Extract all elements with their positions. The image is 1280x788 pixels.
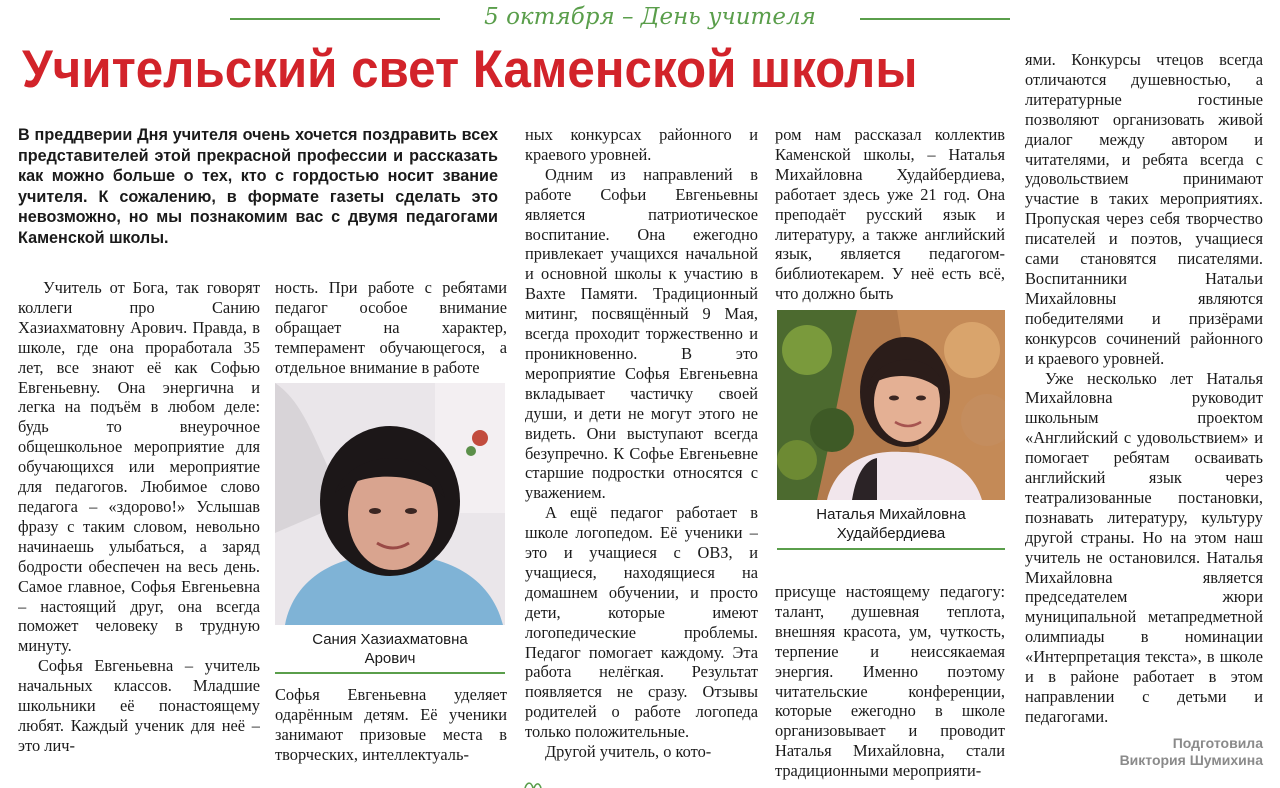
- credit-author: Виктория Шумихина: [1119, 752, 1263, 768]
- photo-caption-arovich: [275, 630, 505, 668]
- author-credit: [1120, 735, 1263, 769]
- paragraph: ных конкурсах районного и краевого уровней.: [525, 125, 758, 164]
- article-column-4-bottom: [775, 582, 1005, 782]
- paragraph: Учитель от Бога, так говорят коллеги про Санию Хазиахматовну Арович. Правда, в школе, где она проработала 35 лет, все знают её как Софью Евгеньевну. Она энергична и легка на подъём в любом деле: будь то внеурочное общешкольное мероприятие для обучающихся или мероприятие для педагогов. Любимое слово педагога – «здорово!» Услышав фразу с таким словом, невольно начинаешь улыбаться, а заряд бодрости обеспечен на весь день. Самое главное, Софья Евгеньевна – настоящий друг, она всегда поможет человеку в трудную минуту.: [18, 278, 260, 656]
- caption-line: Сания Хазиахматовна: [312, 631, 468, 648]
- article-column-2-bottom: [275, 685, 507, 783]
- article-headline: Учительский свет Каменской школы: [22, 40, 918, 99]
- article-column-2-top: [275, 278, 507, 382]
- article-lead: В преддверии Дня учителя очень хочется поздравить всех представителей этой прекрасной профессии и рассказать как можно больше о тех, кто с гордостью носит звание учителя. К сожалению, в формате газеты сделать это невозможно, но мы познакомим вас с двумя педагогами Каменской школы.: [18, 126, 498, 247]
- kicker-rule-right: [860, 18, 1010, 20]
- caption-rule: [275, 672, 505, 674]
- section-kicker: 5 октября – День учителя: [484, 4, 816, 30]
- portrait-photo-icon: [275, 383, 505, 625]
- kicker-rule-left: [230, 18, 440, 20]
- credit-label: Подготовила: [1172, 735, 1263, 751]
- paragraph: ность. При работе с ребятами педагог особое внимание обращает на характер, темперамент обучающегося, а отдельное внимание в работе: [275, 278, 507, 377]
- caption-line: Арович: [364, 650, 416, 667]
- paragraph: Одним из направлений в работе Софьи Евгеньевны является патриотическое воспитание. Она ежегодно привлекает учащихся начальной и основной школы к участию в Вахте Памяти. Традиционный митинг, посвящённый 9 Мая, всегда проходит торжественно и проникновенно. В это мероприятие Софья Евгеньевна вкладывает частичку своей души, и дети не могут этого не видеть. Они выступают всегда безупречно. К Софье Евгеньевне старшие подростки относятся с уважением.: [525, 164, 758, 503]
- caption-line: Наталья Михайловна: [816, 506, 966, 523]
- paragraph: Другой учитель, о кото-: [545, 742, 712, 762]
- paragraph: ями. Конкурсы чтецов всегда отличаются душевностью, а литературные гостиные позволяют организовать живой диалог между автором и читателями, и ребята всегда с удовольствием принимают участие в таких мероприятиях. Пропуская через себя творчество писателей и поэтов, учащиеся сами становятся писателями. Воспитанники Натальи Михайловны являются победителями и призёрами конкурсов сочинений районного и краевого уровней.: [1025, 50, 1263, 368]
- article-column-5: [1025, 50, 1263, 750]
- folio-glyph-icon: [522, 779, 542, 788]
- paragraph: Софья Евгеньевна уделяет одарённым детям. Её ученики занимают призовые места в творческих, интеллектуаль-: [275, 685, 507, 764]
- teacher-photo-arovich: [275, 383, 505, 625]
- article-column-1: [18, 278, 260, 783]
- paragraph: Уже несколько лет Наталья Михайловна руководит школьным проектом «Английский с удовольствием» и помогает ребятам осваивать английский язык через театрализованные постановки, познавать литературу, культуру другой страны. Но на этом наш учитель не остановился. Наталья Михайловна является председателем жюри муниципальной метапредметной олимпиады в номинации «Интерпретация текста», в школе и в районе работает в этом направлении с детьми и педагогами.: [1025, 368, 1263, 726]
- teacher-photo-khudayberdieva: [777, 310, 1005, 500]
- paragraph: присуще настоящему педагогу: талант, душевная теплота, внешняя красота, ум, чуткость, терпение и неиссякаемая энергия. Именно поэтому читательские конференции, которые ежегодно в школе организовывает и проводит Наталья Михайловна, стали традиционными мероприяти-: [775, 582, 1005, 781]
- caption-line: Худайбердиева: [836, 525, 946, 542]
- paragraph: ром нам рассказал коллектив Каменской школы, – Наталья Михайловна Худайбердиева, работает здесь уже 21 год. Она преподаёт русский язык и литературу, а также английский язык, является педагогом-библиотекарем. У неё есть всё, что должно быть: [775, 125, 1005, 304]
- article-column-4-top: [775, 125, 1005, 305]
- caption-rule: [777, 548, 1005, 550]
- portrait-photo-icon: [777, 310, 1005, 500]
- article-column-3: [525, 125, 758, 780]
- paragraph: А ещё педагог работает в школе логопедом. Её ученики – это и учащиеся с ОВЗ, и учащиеся, находящиеся на домашнем обучении, и просто дети, которые имеют логопедические проблемы. Педагог помогает каждому. Эта работа нелёгкая. Результат появляется не сразу. Отзывы родителей о работе логопеда только положительные.: [525, 503, 758, 742]
- paragraph: Софья Евгеньевна – учитель начальных классов. Младшие школьники её понастоящему любят. Каждый ученик для неё – это лич-: [18, 656, 260, 755]
- photo-caption-khudayberdieva: [777, 505, 1005, 543]
- page-folio-fragment: [522, 779, 542, 788]
